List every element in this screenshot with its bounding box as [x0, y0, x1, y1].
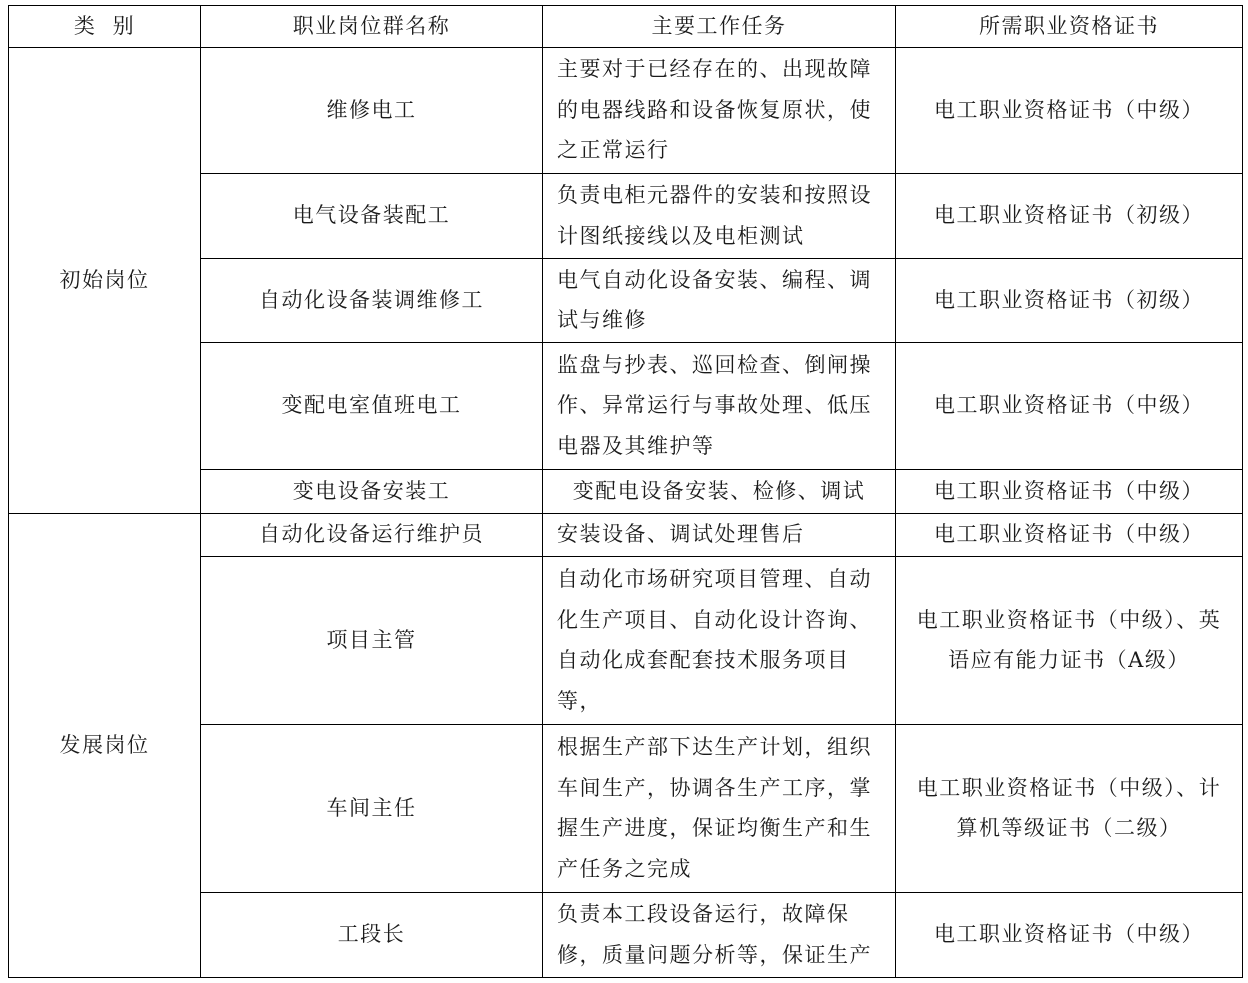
header-main-tasks: 主要工作任务 [543, 6, 896, 48]
certificate-text: 电工职业资格证书（中级） [896, 47, 1243, 173]
header-required-certificate: 所需职业资格证书 [896, 6, 1243, 48]
task-text: 负责电柜元器件的安装和按照设计图纸接线以及电柜测试 [543, 173, 896, 258]
header-category: 类 别 [9, 6, 201, 48]
task-text: 负责本工段设备运行，故障保修，质量问题分析等，保证生产 [543, 892, 896, 977]
position-name: 项目主管 [201, 556, 543, 724]
header-row [9, 6, 1243, 48]
position-name: 车间主任 [201, 724, 543, 892]
position-name: 变电设备安装工 [201, 469, 543, 513]
certificate-text: 电工职业资格证书（初级） [896, 173, 1243, 258]
header-position-group: 职业岗位群名称 [201, 6, 543, 48]
task-text: 主要对于已经存在的、出现故障的电器线路和设备恢复原状，使之正常运行 [543, 47, 896, 173]
task-text: 根据生产部下达生产计划，组织车间生产，协调各生产工序，掌握生产进度，保证均衡生产和生产任务之完成 [543, 724, 896, 892]
category-cell: 发展岗位 [9, 513, 201, 977]
position-name: 自动化设备装调维修工 [201, 258, 543, 342]
certificate-text: 电工职业资格证书（初级） [896, 258, 1243, 342]
position-name: 变配电室值班电工 [201, 342, 543, 469]
position-name: 电气设备装配工 [201, 173, 543, 258]
certificate-text: 电工职业资格证书（中级）、英语应有能力证书（A级） [896, 556, 1243, 724]
task-text: 电气自动化设备安装、编程、调试与维修 [543, 258, 896, 342]
certificate-text: 电工职业资格证书（中级） [896, 892, 1243, 977]
position-name: 工段长 [201, 892, 543, 977]
certificate-text: 电工职业资格证书（中级） [896, 342, 1243, 469]
certificate-text: 电工职业资格证书（中级） [896, 469, 1243, 513]
position-name: 维修电工 [201, 47, 543, 173]
task-text: 自动化市场研究项目管理、自动化生产项目、自动化设计咨询、自动化成套配套技术服务项目等， [543, 556, 896, 724]
category-cell: 初始岗位 [9, 47, 201, 513]
task-text: 监盘与抄表、巡回检查、倒闸操作、异常运行与事故处理、低压电器及其维护等 [543, 342, 896, 469]
position-name: 自动化设备运行维护员 [201, 513, 543, 556]
career-table [8, 5, 1243, 978]
task-text: 安装设备、调试处理售后 [543, 513, 896, 556]
certificate-text: 电工职业资格证书（中级） [896, 513, 1243, 556]
table-row [9, 513, 1243, 556]
table-row [9, 47, 1243, 173]
task-text: 变配电设备安装、检修、调试 [543, 469, 896, 513]
certificate-text: 电工职业资格证书（中级）、计算机等级证书（二级） [896, 724, 1243, 892]
